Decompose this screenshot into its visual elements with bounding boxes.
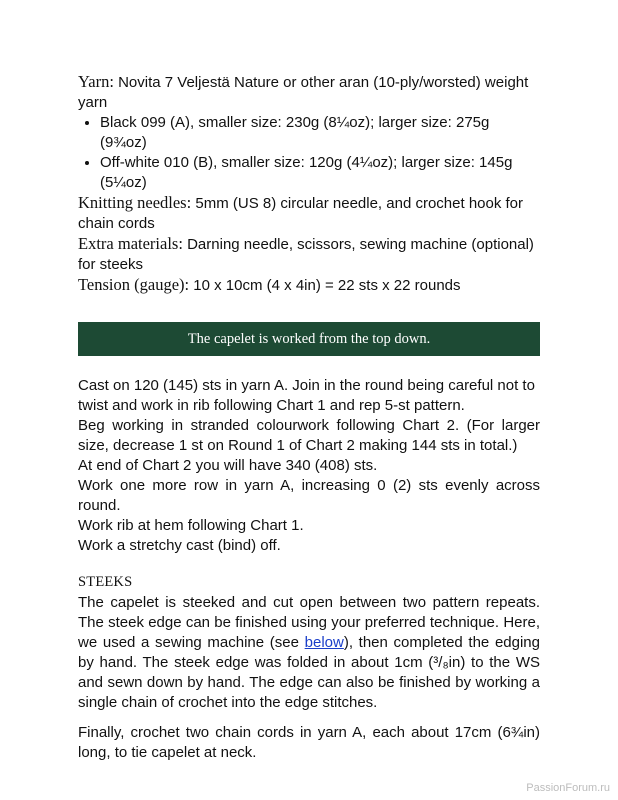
list-item: • Off-white 010 (B), smaller size: 120g (4¼oz); larger size: 145g (5¼oz) bbox=[100, 153, 540, 193]
tension-label: Tension (gauge): bbox=[78, 275, 190, 294]
yarn-colour-list bbox=[78, 113, 540, 193]
yarn-text: Novita 7 Veljestä Nature or other aran (10-ply/worsted) weight yarn bbox=[78, 74, 529, 111]
tension-spec bbox=[78, 275, 540, 296]
pattern-page bbox=[78, 72, 540, 763]
needles-text: 5mm (US 8) circular needle, and crochet hook for chain cords bbox=[78, 195, 524, 232]
yarn-spec bbox=[78, 72, 540, 113]
tension-text: 10 x 10cm (4 x 4in) = 22 sts x 22 rounds bbox=[193, 277, 461, 294]
chain-cords-paragraph: Finally, crochet two chain cords in yarn A, each about 17cm (6¾in) long, to tie capelet at neck. bbox=[78, 724, 540, 761]
steeks-section bbox=[78, 593, 540, 763]
banner-text: The capelet is worked from the top down. bbox=[187, 330, 431, 347]
instructions bbox=[78, 376, 540, 556]
below-link[interactable]: below bbox=[304, 634, 344, 651]
instruction-line: Beg working in stranded colourwork following Chart 2. (For larger size, decrease 1 st on Round 1 of Chart 2 making 144 sts in total.) bbox=[78, 417, 540, 454]
instruction-line: Cast on 120 (145) sts in yarn A. Join in the round being careful not to twist and work in rib following Chart 1 and rep 5-st pattern. bbox=[78, 377, 535, 414]
instruction-line: Work rib at hem following Chart 1. bbox=[78, 517, 304, 534]
section-banner bbox=[78, 322, 540, 356]
watermark: PassionForum.ru bbox=[526, 782, 610, 794]
instruction-line: At end of Chart 2 you will have 340 (408) sts. bbox=[78, 457, 378, 474]
extra-materials-text: Darning needle, scissors, sewing machine (optional) for steeks bbox=[78, 236, 534, 273]
needles-spec bbox=[78, 193, 540, 234]
steeks-text-before: The capelet is steeked and cut open between two pattern repeats. The steek edge can be finished using your preferred technique. Here, we used a sewing machine (see bbox=[78, 594, 540, 651]
extra-materials-label: Extra materials: bbox=[78, 234, 183, 253]
needles-label: Knitting needles: bbox=[78, 193, 192, 212]
steeks-paragraph bbox=[78, 593, 540, 713]
steeks-text-after: ), then completed the edging by hand. The steek edge was folded in about 1cm (³/₈in) to the WS and sewn down by hand. The edge can also be finished by working a single chain of crochet into the edge stitches. bbox=[78, 634, 540, 711]
list-item: • Black 099 (A), smaller size: 230g (8¼oz); larger size: 275g (9¾oz) bbox=[100, 113, 540, 153]
instruction-line: Work a stretchy cast (bind) off. bbox=[78, 537, 281, 554]
steeks-heading: STEEKS bbox=[78, 574, 133, 590]
extra-materials-spec bbox=[78, 234, 540, 275]
yarn-label: Yarn: bbox=[78, 72, 114, 91]
instruction-line: Work one more row in yarn A, increasing 0 (2) sts evenly across round. bbox=[78, 477, 540, 514]
